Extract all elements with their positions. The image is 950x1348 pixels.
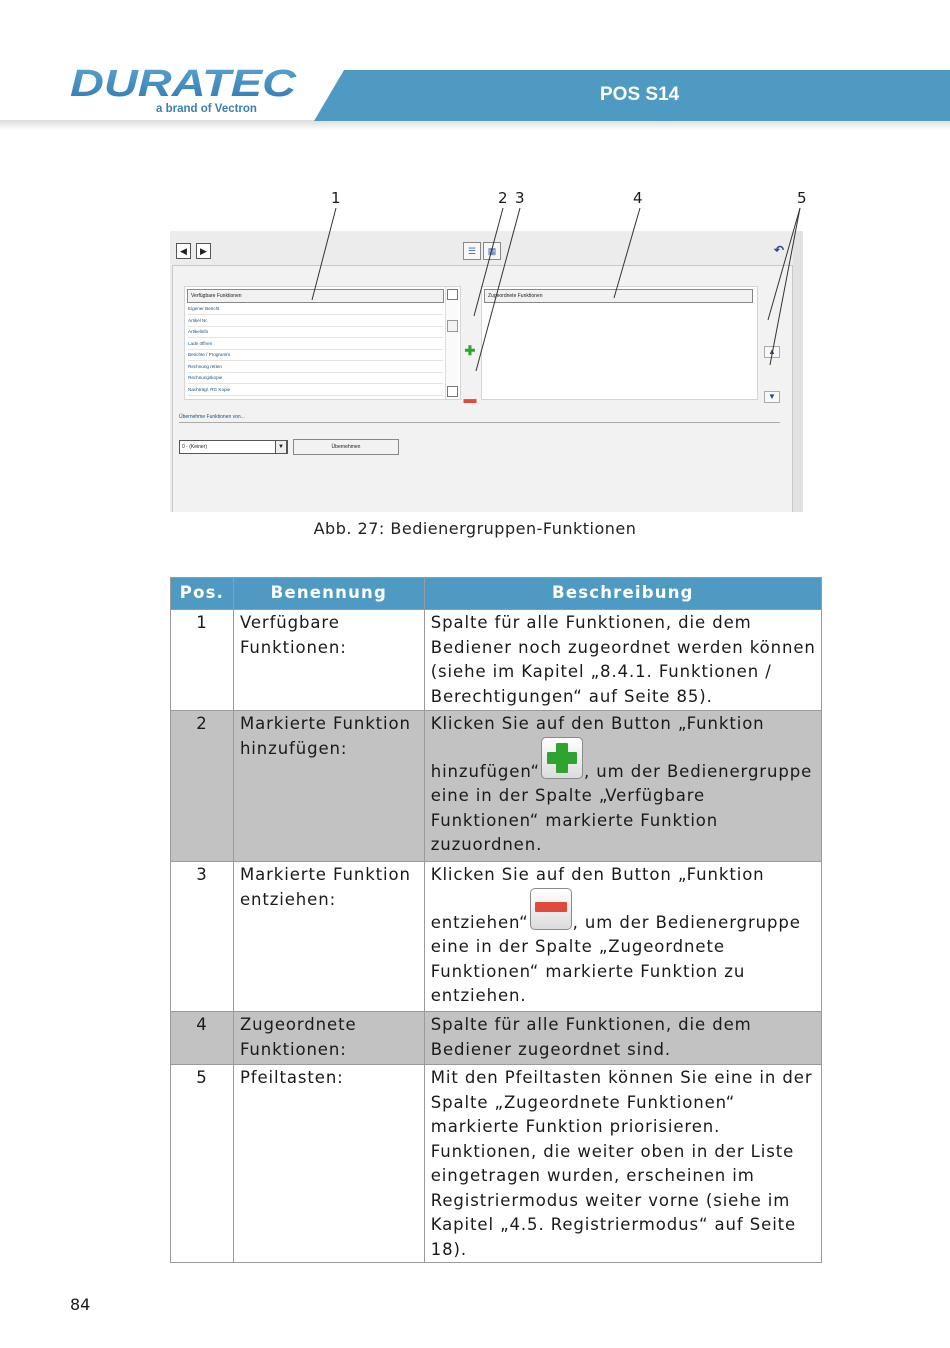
row-name: Markierte Funktion entziehen: xyxy=(233,862,424,1012)
row-description-part: , um der Bedienergruppe eine in der Spalte „Zugeordnete Funktionen“ markierte Funktion zu entziehen. xyxy=(430,912,801,1005)
list-item[interactable]: Artikel Nr. xyxy=(188,316,443,327)
row-description: Spalte für alle Funktionen, die dem Bediener zugeordnet sind. xyxy=(424,1012,821,1065)
row-pos: 3 xyxy=(171,862,234,1012)
group-select[interactable]: 0 - (Keiner) xyxy=(179,440,288,454)
logo-wordmark: DURATEC xyxy=(70,64,297,104)
callout-4: 4 xyxy=(633,189,643,207)
callout-2: 2 xyxy=(498,189,508,207)
row-name: Zugeordnete Funktionen: xyxy=(233,1012,424,1065)
available-functions-header: Verfügbare Funktionen xyxy=(187,289,444,303)
row-description: Spalte für alle Funktionen, die dem Bediener noch zugeordnet werden können (siehe im Kapitel „8.4.1. Funktionen / Berechtigungen“ auf Seite 85). xyxy=(424,610,821,711)
row-pos: 5 xyxy=(171,1065,234,1263)
table-view-icon[interactable]: ▦ xyxy=(483,242,501,260)
undo-icon[interactable]: ↶ xyxy=(774,243,785,257)
callout-1: 1 xyxy=(331,189,341,207)
leader-5b xyxy=(770,208,800,365)
move-down-button[interactable]: ▼ xyxy=(764,391,780,403)
table-row xyxy=(171,1012,822,1065)
assigned-functions-header: Zugeordnete Funktionen xyxy=(484,289,753,303)
list-view-icon[interactable]: ☰ xyxy=(463,242,481,260)
row-description xyxy=(424,711,821,862)
page-number: 84 xyxy=(70,1295,91,1314)
row-description-part: Klicken Sie auf den Button „Funktion hinzufügen“ xyxy=(430,714,765,781)
plus-icon xyxy=(541,737,583,779)
list-item[interactable]: Berichte / Programm xyxy=(188,350,443,361)
table-row xyxy=(171,711,822,862)
row-pos: 1 xyxy=(171,610,234,711)
row-name: Markierte Funktion hinzufügen: xyxy=(233,711,424,862)
callout-5: 5 xyxy=(797,189,807,207)
chevron-down-icon[interactable]: ▼ xyxy=(275,440,287,454)
apply-button[interactable]: Übernehmen xyxy=(293,439,399,455)
row-description-part: Klicken Sie auf den Button „Funktion entziehen“ xyxy=(430,865,765,932)
description-table xyxy=(170,577,822,1263)
remove-function-button[interactable]: ▬ xyxy=(463,391,477,406)
list-item[interactable]: Rechnung retten xyxy=(188,362,443,373)
document-title: POS S14 xyxy=(600,84,680,105)
leader-4 xyxy=(614,208,640,298)
header-pos: Pos. xyxy=(171,578,234,610)
row-description: Mit den Pfeiltasten können Sie eine in der Spalte „Zugeordnete Funktionen“ markierte Funktion priorisieren. Funktionen, die weiter oben in der Liste eingetragen wurden, erscheinen im Registriermodus weiter vorne (siehe im Kapitel „4.5. Registriermodus“ auf Seite 18). xyxy=(424,1065,821,1263)
add-function-button[interactable]: ✚ xyxy=(464,343,476,358)
list-item[interactable]: Lade öffnen xyxy=(188,339,443,350)
list-item[interactable]: Nachträgl. RG Kopie xyxy=(188,385,443,396)
move-up-button[interactable]: ▲ xyxy=(764,346,780,358)
callout-3: 3 xyxy=(515,189,525,207)
header-name: Benennung xyxy=(233,578,424,610)
row-description-part: , um der Bedienergruppe eine in der Spalte „Verfügbare Funktionen“ markierte Funktion zuzuordnen. xyxy=(430,761,813,854)
leader-3 xyxy=(476,208,520,371)
leader-2 xyxy=(474,208,503,316)
table-row xyxy=(171,1065,822,1263)
table-header-row xyxy=(171,578,822,610)
row-name: Pfeiltasten: xyxy=(233,1065,424,1263)
logo-subtitle: a brand of Vectron xyxy=(156,103,257,115)
nav-back-icon[interactable]: ◀ xyxy=(176,243,191,259)
table-row xyxy=(171,610,822,711)
list-item[interactable]: Artikelinfo xyxy=(188,327,443,338)
copy-functions-label: Übernehme Funktionen von... xyxy=(179,414,245,420)
minus-icon xyxy=(530,888,572,930)
callout-leader-lines xyxy=(0,0,950,600)
row-description xyxy=(424,862,821,1012)
row-name: Verfügbare Funktionen: xyxy=(233,610,424,711)
leader-5a xyxy=(768,208,800,320)
list-item[interactable]: Eigener Bericht xyxy=(188,304,443,315)
table-row xyxy=(171,862,822,1012)
leader-1 xyxy=(312,208,336,300)
list-item[interactable]: Rechnungskopie xyxy=(188,373,443,384)
figure-caption: Abb. 27: Bedienergruppen-Funktionen xyxy=(313,519,637,538)
header-description: Beschreibung xyxy=(424,578,821,610)
nav-forward-icon[interactable]: ▶ xyxy=(196,243,211,259)
row-pos: 4 xyxy=(171,1012,234,1065)
row-pos: 2 xyxy=(171,711,234,862)
